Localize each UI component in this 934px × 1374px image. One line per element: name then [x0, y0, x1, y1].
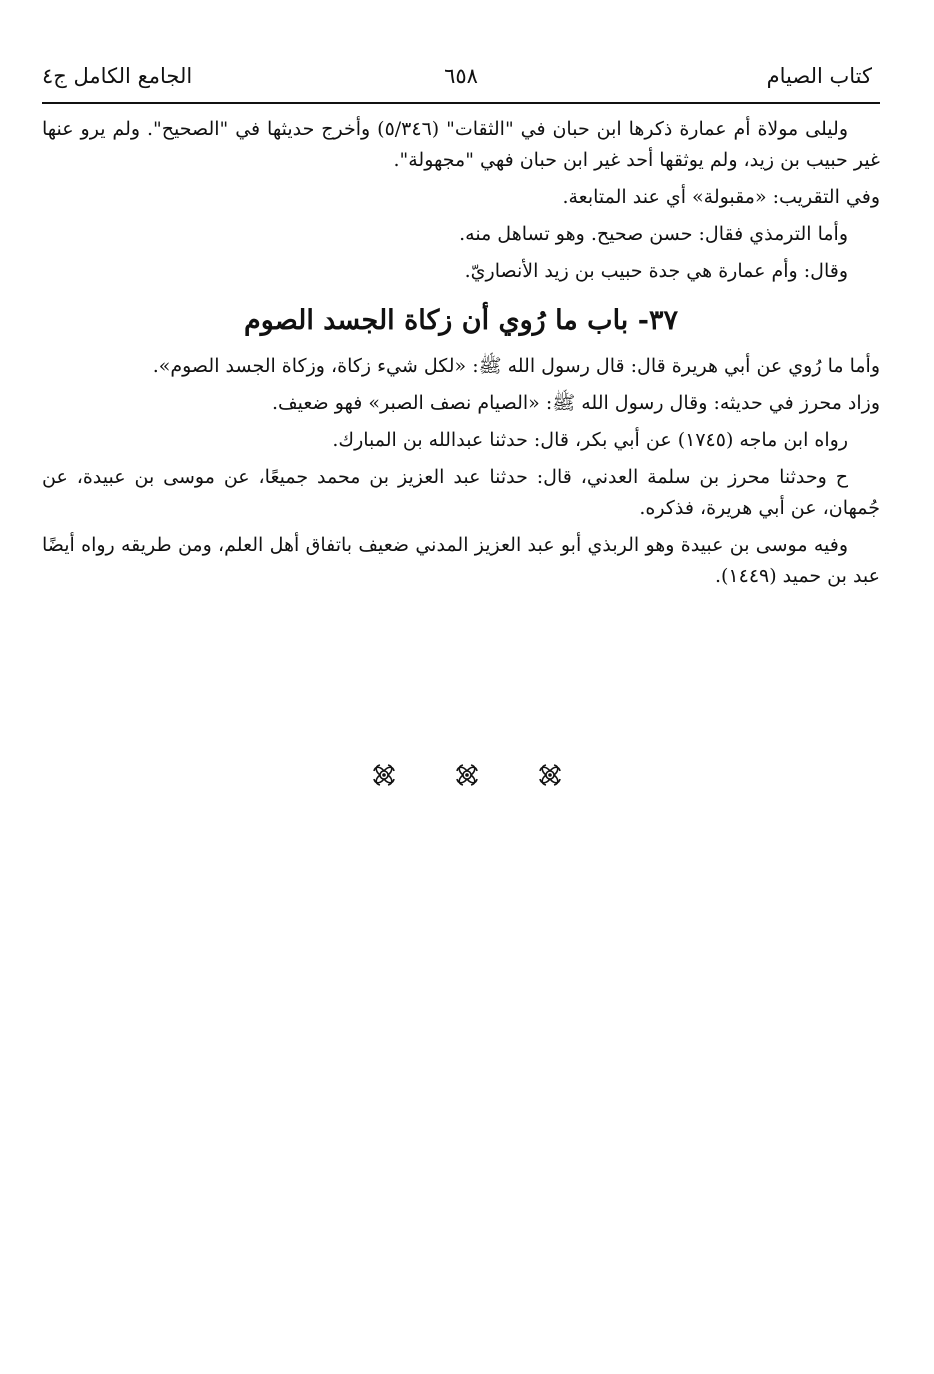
series-title: الجامع الكامل ج٤ [42, 64, 193, 88]
page-content [42, 62, 880, 598]
paragraph-musa-ibn-ubayda: وفيه موسى بن عبيدة وهو الربذي أبو عبد العزيز المدني ضعيف باتفاق أهل العلم، ومن طريقه رواه أيضًا عبد بن حميد (١٤٤٩). [42, 534, 880, 587]
paragraph-umm-umara: وقال: وأم عمارة هي جدة حبيب بن زيد الأنصاريّ. [464, 260, 848, 282]
header-rule [42, 102, 880, 104]
paragraph-layla-narrator: وليلى مولاة أم عمارة ذكرها ابن حبان في "الثقات" (٥/٣٤٦) وأخرج حديثها في "الصحيح". ولم يرو عنها غير حبيب بن زيد، ولم يوثقها أحد غير ابن حبان فهي "مجهولة". [42, 118, 880, 171]
floral-ornament-icon [535, 760, 565, 790]
section-end-ornaments [0, 760, 934, 794]
floral-ornament-icon [369, 760, 399, 790]
paragraph-chain: ح وحدثنا محرز بن سلمة العدني، قال: حدثنا عبد العزيز بن محمد جميعًا، عن موسى بن عبيدة، عن جُمهان، عن أبي هريرة، فذكره. [42, 466, 880, 519]
paragraph-taqrib: وفي التقريب: «مقبولة» أي عند المتابعة. [562, 186, 880, 208]
running-header [42, 62, 880, 102]
paragraph-muhriz-addition: وزاد محرز في حديثه: وقال رسول الله ﷺ: «الصيام نصف الصبر» فهو ضعيف. [271, 392, 880, 414]
floral-ornament-icon [452, 760, 482, 790]
page-number: ٦٥٨ [444, 64, 478, 88]
paragraph-ibn-majah: رواه ابن ماجه (١٧٤٥) عن أبي بكر، قال: حدثنا عبدالله بن المبارك. [332, 429, 848, 451]
paragraph-tirmidhi: وأما الترمذي فقال: حسن صحيح. وهو تساهل منه. [459, 223, 848, 245]
paragraph-abu-hurayra: وأما ما رُوي عن أبي هريرة قال: قال رسول الله ﷺ: «لكل شيء زكاة، وزكاة الجسد الصوم». [152, 355, 880, 377]
book-title: كتاب الصيام [766, 64, 872, 88]
chapter-title: ٣٧- باب ما رُوي أن زكاة الجسد الصوم [244, 305, 678, 336]
